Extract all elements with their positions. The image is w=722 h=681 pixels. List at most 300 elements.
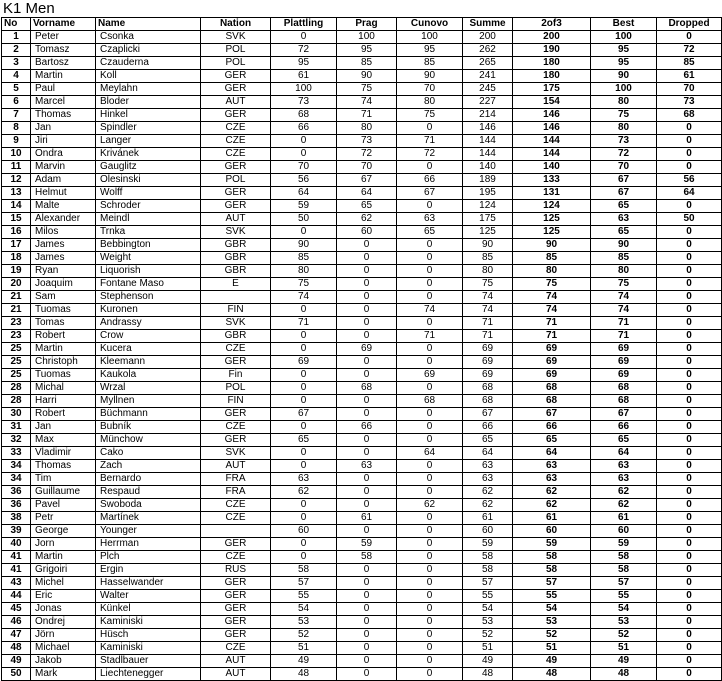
cell-2of3[interactable]: 54: [513, 603, 591, 616]
cell-2of3[interactable]: 125: [513, 213, 591, 226]
cell-prag[interactable]: 72: [337, 148, 397, 161]
cell-dropped[interactable]: 0: [657, 317, 722, 330]
cell-vorname[interactable]: Jiri: [31, 135, 96, 148]
cell-summe[interactable]: 69: [463, 356, 513, 369]
cell-best[interactable]: 66: [591, 421, 657, 434]
cell-2of3[interactable]: 74: [513, 291, 591, 304]
cell-vorname[interactable]: Jörn: [31, 629, 96, 642]
cell-no[interactable]: 15: [2, 213, 31, 226]
cell-prag[interactable]: 0: [337, 434, 397, 447]
cell-no[interactable]: 21: [2, 291, 31, 304]
cell-vorname[interactable]: Marvin: [31, 161, 96, 174]
cell-vorname[interactable]: Thomas: [31, 460, 96, 473]
cell-2of3[interactable]: 68: [513, 382, 591, 395]
cell-plattling[interactable]: 62: [271, 486, 337, 499]
cell-best[interactable]: 73: [591, 135, 657, 148]
cell-plattling[interactable]: 50: [271, 213, 337, 226]
cell-cunovo[interactable]: 0: [397, 486, 463, 499]
cell-no[interactable]: 36: [2, 499, 31, 512]
cell-summe[interactable]: 69: [463, 369, 513, 382]
cell-no[interactable]: 46: [2, 616, 31, 629]
cell-nation[interactable]: GER: [201, 83, 271, 96]
cell-name[interactable]: Bernardo: [96, 473, 201, 486]
cell-no[interactable]: 10: [2, 148, 31, 161]
cell-dropped[interactable]: 0: [657, 161, 722, 174]
cell-2of3[interactable]: 131: [513, 187, 591, 200]
cell-prag[interactable]: 60: [337, 226, 397, 239]
cell-prag[interactable]: 64: [337, 187, 397, 200]
cell-prag[interactable]: 0: [337, 590, 397, 603]
cell-no[interactable]: 36: [2, 486, 31, 499]
cell-prag[interactable]: 0: [337, 668, 397, 681]
cell-name[interactable]: Zach: [96, 460, 201, 473]
cell-2of3[interactable]: 48: [513, 668, 591, 681]
cell-cunovo[interactable]: 0: [397, 616, 463, 629]
cell-dropped[interactable]: 0: [657, 421, 722, 434]
cell-nation[interactable]: CZE: [201, 148, 271, 161]
cell-dropped[interactable]: 0: [657, 642, 722, 655]
cell-nation[interactable]: GER: [201, 70, 271, 83]
cell-prag[interactable]: 0: [337, 369, 397, 382]
cell-2of3[interactable]: 175: [513, 83, 591, 96]
cell-no[interactable]: 49: [2, 655, 31, 668]
cell-name[interactable]: Koll: [96, 70, 201, 83]
cell-cunovo[interactable]: 0: [397, 382, 463, 395]
cell-cunovo[interactable]: 80: [397, 96, 463, 109]
cell-dropped[interactable]: 0: [657, 395, 722, 408]
cell-dropped[interactable]: 0: [657, 434, 722, 447]
cell-cunovo[interactable]: 0: [397, 421, 463, 434]
cell-best[interactable]: 90: [591, 239, 657, 252]
cell-prag[interactable]: 0: [337, 655, 397, 668]
cell-cunovo[interactable]: 0: [397, 265, 463, 278]
cell-dropped[interactable]: 0: [657, 551, 722, 564]
cell-name[interactable]: Krivánek: [96, 148, 201, 161]
cell-no[interactable]: 2: [2, 44, 31, 57]
cell-nation[interactable]: GER: [201, 577, 271, 590]
cell-name[interactable]: Kaminiski: [96, 616, 201, 629]
col-header-vorname[interactable]: Vorname: [31, 18, 96, 31]
cell-dropped[interactable]: 0: [657, 369, 722, 382]
cell-no[interactable]: 25: [2, 343, 31, 356]
cell-nation[interactable]: GER: [201, 629, 271, 642]
cell-vorname[interactable]: James: [31, 252, 96, 265]
cell-prag[interactable]: 73: [337, 135, 397, 148]
cell-vorname[interactable]: James: [31, 239, 96, 252]
cell-dropped[interactable]: 0: [657, 525, 722, 538]
cell-name[interactable]: Swoboda: [96, 499, 201, 512]
cell-nation[interactable]: GER: [201, 538, 271, 551]
col-header-plattling[interactable]: Plattling: [271, 18, 337, 31]
cell-nation[interactable]: [201, 525, 271, 538]
cell-2of3[interactable]: 53: [513, 616, 591, 629]
cell-dropped[interactable]: 0: [657, 330, 722, 343]
cell-dropped[interactable]: 61: [657, 70, 722, 83]
cell-dropped[interactable]: 0: [657, 590, 722, 603]
cell-best[interactable]: 69: [591, 356, 657, 369]
cell-vorname[interactable]: Robert: [31, 330, 96, 343]
cell-cunovo[interactable]: 100: [397, 31, 463, 44]
col-header-cunovo[interactable]: Cunovo: [397, 18, 463, 31]
cell-dropped[interactable]: 0: [657, 447, 722, 460]
cell-name[interactable]: Respaud: [96, 486, 201, 499]
cell-cunovo[interactable]: 75: [397, 109, 463, 122]
cell-vorname[interactable]: Helmut: [31, 187, 96, 200]
cell-nation[interactable]: GBR: [201, 265, 271, 278]
cell-best[interactable]: 60: [591, 525, 657, 538]
cell-plattling[interactable]: 72: [271, 44, 337, 57]
cell-plattling[interactable]: 0: [271, 499, 337, 512]
col-header-name[interactable]: Name: [96, 18, 201, 31]
cell-summe[interactable]: 74: [463, 304, 513, 317]
cell-vorname[interactable]: Michel: [31, 577, 96, 590]
cell-nation[interactable]: FRA: [201, 473, 271, 486]
cell-best[interactable]: 67: [591, 174, 657, 187]
cell-summe[interactable]: 75: [463, 278, 513, 291]
cell-name[interactable]: Liquorish: [96, 265, 201, 278]
cell-cunovo[interactable]: 0: [397, 317, 463, 330]
cell-dropped[interactable]: 0: [657, 499, 722, 512]
cell-summe[interactable]: 57: [463, 577, 513, 590]
cell-plattling[interactable]: 49: [271, 655, 337, 668]
cell-dropped[interactable]: 0: [657, 538, 722, 551]
cell-plattling[interactable]: 0: [271, 551, 337, 564]
cell-plattling[interactable]: 59: [271, 200, 337, 213]
cell-no[interactable]: 12: [2, 174, 31, 187]
cell-best[interactable]: 69: [591, 343, 657, 356]
col-header-dropped[interactable]: Dropped: [657, 18, 722, 31]
cell-prag[interactable]: 74: [337, 96, 397, 109]
cell-prag[interactable]: 62: [337, 213, 397, 226]
cell-nation[interactable]: CZE: [201, 421, 271, 434]
cell-plattling[interactable]: 0: [271, 395, 337, 408]
cell-nation[interactable]: SVK: [201, 31, 271, 44]
cell-prag[interactable]: 0: [337, 486, 397, 499]
cell-dropped[interactable]: 0: [657, 356, 722, 369]
cell-no[interactable]: 5: [2, 83, 31, 96]
cell-cunovo[interactable]: 0: [397, 239, 463, 252]
cell-plattling[interactable]: 61: [271, 70, 337, 83]
cell-dropped[interactable]: 64: [657, 187, 722, 200]
cell-summe[interactable]: 62: [463, 486, 513, 499]
cell-nation[interactable]: SVK: [201, 447, 271, 460]
cell-vorname[interactable]: Martin: [31, 343, 96, 356]
cell-dropped[interactable]: 0: [657, 278, 722, 291]
cell-nation[interactable]: GER: [201, 616, 271, 629]
cell-no[interactable]: 39: [2, 525, 31, 538]
cell-best[interactable]: 70: [591, 161, 657, 174]
cell-vorname[interactable]: Grigoiri: [31, 564, 96, 577]
cell-vorname[interactable]: Tim: [31, 473, 96, 486]
cell-nation[interactable]: GBR: [201, 252, 271, 265]
cell-dropped[interactable]: 0: [657, 655, 722, 668]
cell-summe[interactable]: 69: [463, 343, 513, 356]
cell-cunovo[interactable]: 0: [397, 603, 463, 616]
cell-name[interactable]: Wolff: [96, 187, 201, 200]
cell-2of3[interactable]: 51: [513, 642, 591, 655]
cell-vorname[interactable]: Michael: [31, 642, 96, 655]
cell-vorname[interactable]: Tuomas: [31, 369, 96, 382]
cell-name[interactable]: Herrman: [96, 538, 201, 551]
cell-name[interactable]: Martínek: [96, 512, 201, 525]
cell-vorname[interactable]: Peter: [31, 31, 96, 44]
cell-cunovo[interactable]: 72: [397, 148, 463, 161]
cell-name[interactable]: Ergin: [96, 564, 201, 577]
cell-summe[interactable]: 63: [463, 473, 513, 486]
cell-cunovo[interactable]: 67: [397, 187, 463, 200]
cell-prag[interactable]: 58: [337, 551, 397, 564]
cell-summe[interactable]: 80: [463, 265, 513, 278]
cell-cunovo[interactable]: 66: [397, 174, 463, 187]
cell-nation[interactable]: POL: [201, 382, 271, 395]
cell-no[interactable]: 16: [2, 226, 31, 239]
cell-2of3[interactable]: 71: [513, 317, 591, 330]
cell-summe[interactable]: 241: [463, 70, 513, 83]
cell-2of3[interactable]: 69: [513, 369, 591, 382]
cell-vorname[interactable]: Martin: [31, 551, 96, 564]
cell-cunovo[interactable]: 0: [397, 590, 463, 603]
cell-nation[interactable]: GBR: [201, 330, 271, 343]
cell-summe[interactable]: 146: [463, 122, 513, 135]
cell-nation[interactable]: GER: [201, 590, 271, 603]
cell-summe[interactable]: 63: [463, 460, 513, 473]
cell-plattling[interactable]: 60: [271, 525, 337, 538]
cell-plattling[interactable]: 0: [271, 343, 337, 356]
cell-best[interactable]: 85: [591, 252, 657, 265]
cell-2of3[interactable]: 125: [513, 226, 591, 239]
cell-no[interactable]: 13: [2, 187, 31, 200]
cell-dropped[interactable]: 0: [657, 408, 722, 421]
cell-dropped[interactable]: 0: [657, 226, 722, 239]
cell-summe[interactable]: 64: [463, 447, 513, 460]
cell-plattling[interactable]: 0: [271, 369, 337, 382]
cell-no[interactable]: 44: [2, 590, 31, 603]
cell-best[interactable]: 71: [591, 317, 657, 330]
cell-vorname[interactable]: Milos: [31, 226, 96, 239]
cell-nation[interactable]: E: [201, 278, 271, 291]
cell-prag[interactable]: 75: [337, 83, 397, 96]
cell-best[interactable]: 90: [591, 70, 657, 83]
cell-name[interactable]: Büchmann: [96, 408, 201, 421]
cell-plattling[interactable]: 0: [271, 226, 337, 239]
cell-best[interactable]: 80: [591, 96, 657, 109]
col-header-2of3[interactable]: 2of3: [513, 18, 591, 31]
cell-2of3[interactable]: 146: [513, 109, 591, 122]
cell-name[interactable]: Gauglitz: [96, 161, 201, 174]
cell-best[interactable]: 71: [591, 330, 657, 343]
cell-cunovo[interactable]: 0: [397, 252, 463, 265]
cell-best[interactable]: 51: [591, 642, 657, 655]
cell-dropped[interactable]: 0: [657, 239, 722, 252]
cell-nation[interactable]: RUS: [201, 564, 271, 577]
cell-summe[interactable]: 90: [463, 239, 513, 252]
cell-prag[interactable]: 65: [337, 200, 397, 213]
cell-2of3[interactable]: 124: [513, 200, 591, 213]
cell-nation[interactable]: GER: [201, 187, 271, 200]
cell-dropped[interactable]: 0: [657, 382, 722, 395]
cell-dropped[interactable]: 0: [657, 603, 722, 616]
cell-plattling[interactable]: 0: [271, 382, 337, 395]
cell-summe[interactable]: 71: [463, 317, 513, 330]
cell-prag[interactable]: 59: [337, 538, 397, 551]
cell-prag[interactable]: 0: [337, 499, 397, 512]
cell-plattling[interactable]: 53: [271, 616, 337, 629]
cell-name[interactable]: Weight: [96, 252, 201, 265]
cell-summe[interactable]: 49: [463, 655, 513, 668]
cell-plattling[interactable]: 0: [271, 421, 337, 434]
cell-dropped[interactable]: 0: [657, 343, 722, 356]
cell-name[interactable]: Meylahn: [96, 83, 201, 96]
cell-best[interactable]: 74: [591, 304, 657, 317]
cell-2of3[interactable]: 144: [513, 135, 591, 148]
cell-best[interactable]: 75: [591, 109, 657, 122]
cell-2of3[interactable]: 62: [513, 486, 591, 499]
cell-prag[interactable]: 0: [337, 616, 397, 629]
cell-name[interactable]: Fontane Maso: [96, 278, 201, 291]
cell-best[interactable]: 55: [591, 590, 657, 603]
cell-plattling[interactable]: 0: [271, 330, 337, 343]
cell-vorname[interactable]: Ondrej: [31, 616, 96, 629]
cell-plattling[interactable]: 74: [271, 291, 337, 304]
cell-2of3[interactable]: 60: [513, 525, 591, 538]
cell-2of3[interactable]: 180: [513, 57, 591, 70]
cell-dropped[interactable]: 0: [657, 629, 722, 642]
cell-summe[interactable]: 54: [463, 603, 513, 616]
cell-nation[interactable]: CZE: [201, 135, 271, 148]
cell-prag[interactable]: 0: [337, 252, 397, 265]
cell-plattling[interactable]: 66: [271, 122, 337, 135]
cell-best[interactable]: 49: [591, 655, 657, 668]
cell-summe[interactable]: 227: [463, 96, 513, 109]
cell-cunovo[interactable]: 62: [397, 499, 463, 512]
cell-name[interactable]: Czauderna: [96, 57, 201, 70]
cell-prag[interactable]: 90: [337, 70, 397, 83]
cell-name[interactable]: Liechtenegger: [96, 668, 201, 681]
cell-nation[interactable]: POL: [201, 174, 271, 187]
cell-plattling[interactable]: 75: [271, 278, 337, 291]
cell-vorname[interactable]: Vladimir: [31, 447, 96, 460]
cell-2of3[interactable]: 85: [513, 252, 591, 265]
cell-name[interactable]: Hasselwander: [96, 577, 201, 590]
cell-vorname[interactable]: Alexander: [31, 213, 96, 226]
cell-cunovo[interactable]: 0: [397, 629, 463, 642]
cell-summe[interactable]: 59: [463, 538, 513, 551]
cell-no[interactable]: 28: [2, 382, 31, 395]
cell-summe[interactable]: 68: [463, 395, 513, 408]
cell-no[interactable]: 28: [2, 395, 31, 408]
cell-cunovo[interactable]: 0: [397, 668, 463, 681]
cell-summe[interactable]: 48: [463, 668, 513, 681]
cell-dropped[interactable]: 50: [657, 213, 722, 226]
cell-best[interactable]: 63: [591, 473, 657, 486]
cell-nation[interactable]: CZE: [201, 512, 271, 525]
cell-2of3[interactable]: 90: [513, 239, 591, 252]
cell-prag[interactable]: 71: [337, 109, 397, 122]
cell-no[interactable]: 43: [2, 577, 31, 590]
cell-prag[interactable]: 85: [337, 57, 397, 70]
cell-2of3[interactable]: 62: [513, 499, 591, 512]
cell-vorname[interactable]: Ryan: [31, 265, 96, 278]
cell-summe[interactable]: 175: [463, 213, 513, 226]
cell-cunovo[interactable]: 0: [397, 161, 463, 174]
cell-dropped[interactable]: 0: [657, 512, 722, 525]
cell-no[interactable]: 20: [2, 278, 31, 291]
cell-plattling[interactable]: 58: [271, 564, 337, 577]
cell-vorname[interactable]: Jakob: [31, 655, 96, 668]
cell-nation[interactable]: AUT: [201, 668, 271, 681]
cell-cunovo[interactable]: 64: [397, 447, 463, 460]
cell-no[interactable]: 23: [2, 317, 31, 330]
cell-name[interactable]: Kucera: [96, 343, 201, 356]
cell-nation[interactable]: GER: [201, 109, 271, 122]
cell-summe[interactable]: 58: [463, 564, 513, 577]
cell-plattling[interactable]: 90: [271, 239, 337, 252]
cell-plattling[interactable]: 65: [271, 434, 337, 447]
cell-vorname[interactable]: Paul: [31, 83, 96, 96]
cell-summe[interactable]: 58: [463, 551, 513, 564]
cell-prag[interactable]: 100: [337, 31, 397, 44]
cell-2of3[interactable]: 66: [513, 421, 591, 434]
cell-prag[interactable]: 61: [337, 512, 397, 525]
cell-best[interactable]: 68: [591, 395, 657, 408]
cell-best[interactable]: 62: [591, 499, 657, 512]
cell-best[interactable]: 59: [591, 538, 657, 551]
cell-cunovo[interactable]: 63: [397, 213, 463, 226]
cell-name[interactable]: Münchow: [96, 434, 201, 447]
cell-prag[interactable]: 0: [337, 473, 397, 486]
cell-prag[interactable]: 69: [337, 343, 397, 356]
cell-nation[interactable]: AUT: [201, 96, 271, 109]
cell-best[interactable]: 80: [591, 265, 657, 278]
cell-vorname[interactable]: Jorn: [31, 538, 96, 551]
cell-dropped[interactable]: 72: [657, 44, 722, 57]
cell-cunovo[interactable]: 71: [397, 135, 463, 148]
cell-no[interactable]: 23: [2, 330, 31, 343]
cell-no[interactable]: 9: [2, 135, 31, 148]
cell-cunovo[interactable]: 70: [397, 83, 463, 96]
cell-prag[interactable]: 0: [337, 330, 397, 343]
cell-vorname[interactable]: Marcel: [31, 96, 96, 109]
cell-name[interactable]: Meindl: [96, 213, 201, 226]
cell-best[interactable]: 53: [591, 616, 657, 629]
cell-best[interactable]: 67: [591, 408, 657, 421]
cell-summe[interactable]: 144: [463, 135, 513, 148]
cell-prag[interactable]: 0: [337, 239, 397, 252]
cell-vorname[interactable]: Joaquim: [31, 278, 96, 291]
cell-best[interactable]: 57: [591, 577, 657, 590]
cell-summe[interactable]: 125: [463, 226, 513, 239]
cell-prag[interactable]: 95: [337, 44, 397, 57]
col-header-prag[interactable]: Prag: [337, 18, 397, 31]
cell-vorname[interactable]: Tuomas: [31, 304, 96, 317]
cell-plattling[interactable]: 0: [271, 447, 337, 460]
cell-plattling[interactable]: 51: [271, 642, 337, 655]
cell-plattling[interactable]: 73: [271, 96, 337, 109]
cell-no[interactable]: 45: [2, 603, 31, 616]
cell-no[interactable]: 34: [2, 460, 31, 473]
cell-plattling[interactable]: 71: [271, 317, 337, 330]
cell-dropped[interactable]: 0: [657, 460, 722, 473]
cell-name[interactable]: Czaplicki: [96, 44, 201, 57]
cell-name[interactable]: Kuronen: [96, 304, 201, 317]
cell-nation[interactable]: AUT: [201, 460, 271, 473]
cell-dropped[interactable]: 0: [657, 304, 722, 317]
cell-dropped[interactable]: 0: [657, 486, 722, 499]
cell-summe[interactable]: 53: [463, 616, 513, 629]
cell-plattling[interactable]: 54: [271, 603, 337, 616]
cell-prag[interactable]: 0: [337, 577, 397, 590]
cell-nation[interactable]: GBR: [201, 239, 271, 252]
